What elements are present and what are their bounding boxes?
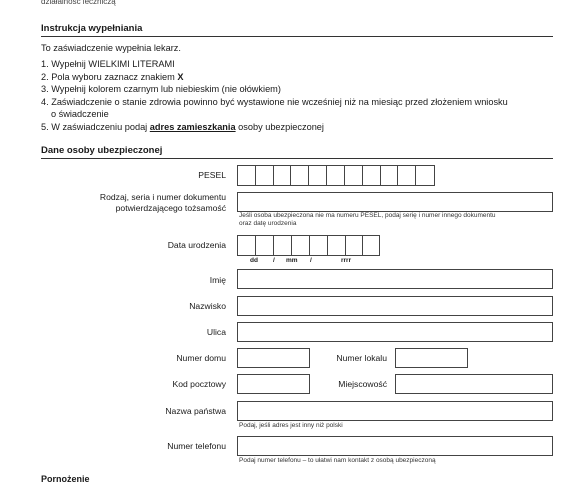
instruction-5-prefix: 5. W zaświadczeniu podaj <box>41 121 150 132</box>
dob-cell[interactable] <box>310 236 328 255</box>
instruction-4-cont: o świadczenie <box>51 109 109 119</box>
postal-code-label: Kod pocztowy <box>172 379 226 389</box>
id-document-label-line1: Rodzaj, seria i numer dokumentu <box>99 192 226 202</box>
pesel-cell[interactable] <box>363 166 381 185</box>
person-section-divider <box>41 158 553 159</box>
dob-cell[interactable] <box>238 236 256 255</box>
instructions-list <box>41 58 508 133</box>
id-document-input[interactable] <box>237 192 553 212</box>
dob-cell[interactable] <box>256 236 274 255</box>
instructions-title: Instrukcja wypełniania <box>41 23 143 34</box>
top-cut-text: działalność leczniczą <box>41 0 116 6</box>
dob-label: Data urodzenia <box>167 240 226 250</box>
house-number-input[interactable] <box>237 348 310 368</box>
dob-cell[interactable] <box>274 236 292 255</box>
dob-format-mm: mm <box>286 257 298 264</box>
person-section-title: Dane osoby ubezpieczonej <box>41 145 163 156</box>
last-name-input[interactable] <box>237 296 553 316</box>
pesel-cell[interactable] <box>238 166 256 185</box>
dob-format-dd: dd <box>250 257 258 264</box>
street-label: Ulica <box>206 327 226 337</box>
dob-cell[interactable] <box>292 236 310 255</box>
instruction-4: 4. Zaświadczenie o stanie zdrowia powinno być wystawione nie wcześniej niż na miesiąc przed złożeniem wniosku <box>41 96 508 107</box>
pesel-cell[interactable] <box>274 166 292 185</box>
flat-number-input[interactable] <box>395 348 468 368</box>
pesel-label: PESEL <box>198 170 226 180</box>
instruction-2-text: 2. Pola wyboru zaznacz znakiem <box>41 71 178 82</box>
id-document-hint-line2: oraz datę urodzenia <box>239 220 297 227</box>
id-document-hint <box>239 212 496 228</box>
instruction-2-mark: X <box>177 71 184 82</box>
pesel-cell[interactable] <box>291 166 309 185</box>
id-document-label-line2: potwierdzającego tożsamość <box>115 203 226 213</box>
dob-cell[interactable] <box>346 236 363 255</box>
id-document-hint-line1: Jeśli osoba ubezpieczona nie ma numeru PESEL, podaj serię i numer innego dokumentu <box>239 212 496 219</box>
pesel-cell[interactable] <box>398 166 416 185</box>
phone-hint: Podaj numer telefonu – to ułatwi nam kontakt z osobą ubezpieczoną <box>239 457 436 464</box>
pesel-cell[interactable] <box>345 166 363 185</box>
instruction-5-emphasis: adres zamieszkania <box>149 121 236 132</box>
street-input[interactable] <box>237 322 553 342</box>
pesel-cell[interactable] <box>256 166 274 185</box>
house-number-label: Numer domu <box>176 353 226 363</box>
pesel-cell[interactable] <box>381 166 399 185</box>
last-name-label: Nazwisko <box>189 301 226 311</box>
instruction-5 <box>41 121 508 134</box>
dob-format-sep1: / <box>273 257 275 264</box>
instruction-2 <box>41 71 508 84</box>
country-label: Nazwa państwa <box>165 406 226 416</box>
dob-cell[interactable] <box>328 236 346 255</box>
dob-input[interactable] <box>237 235 380 256</box>
phone-input[interactable] <box>237 436 553 456</box>
instructions-intro: To zaświadczenie wypełnia lekarz. <box>41 43 181 53</box>
next-section-title: Pornożenie <box>41 474 90 484</box>
instruction-3: 3. Wypełnij kolorem czarnym lub niebieskim (nie ołówkiem) <box>41 84 281 94</box>
id-document-label <box>60 192 226 214</box>
pesel-cell[interactable] <box>309 166 327 185</box>
pesel-cell[interactable] <box>416 166 434 185</box>
dob-format-rrrr: rrrr <box>341 257 352 264</box>
first-name-label: Imię <box>209 275 226 285</box>
postal-code-input[interactable] <box>237 374 310 394</box>
instruction-1: 1. Wypełnij WIELKIMI LITERAMI <box>41 59 175 69</box>
first-name-input[interactable] <box>237 269 553 289</box>
instruction-5-suffix: osoby ubezpieczonej <box>235 121 324 132</box>
pesel-cell[interactable] <box>327 166 345 185</box>
city-input[interactable] <box>395 374 553 394</box>
flat-number-label: Numer lokalu <box>336 353 387 363</box>
pesel-input[interactable] <box>237 165 435 186</box>
country-hint: Podaj, jeśli adres jest inny niż polski <box>239 422 343 429</box>
instructions-divider <box>41 36 553 37</box>
dob-format-sep2: / <box>310 257 312 264</box>
phone-label: Numer telefonu <box>167 441 226 451</box>
city-label: Miejscowość <box>338 379 387 389</box>
dob-cell[interactable] <box>363 236 379 255</box>
country-input[interactable] <box>237 401 553 421</box>
